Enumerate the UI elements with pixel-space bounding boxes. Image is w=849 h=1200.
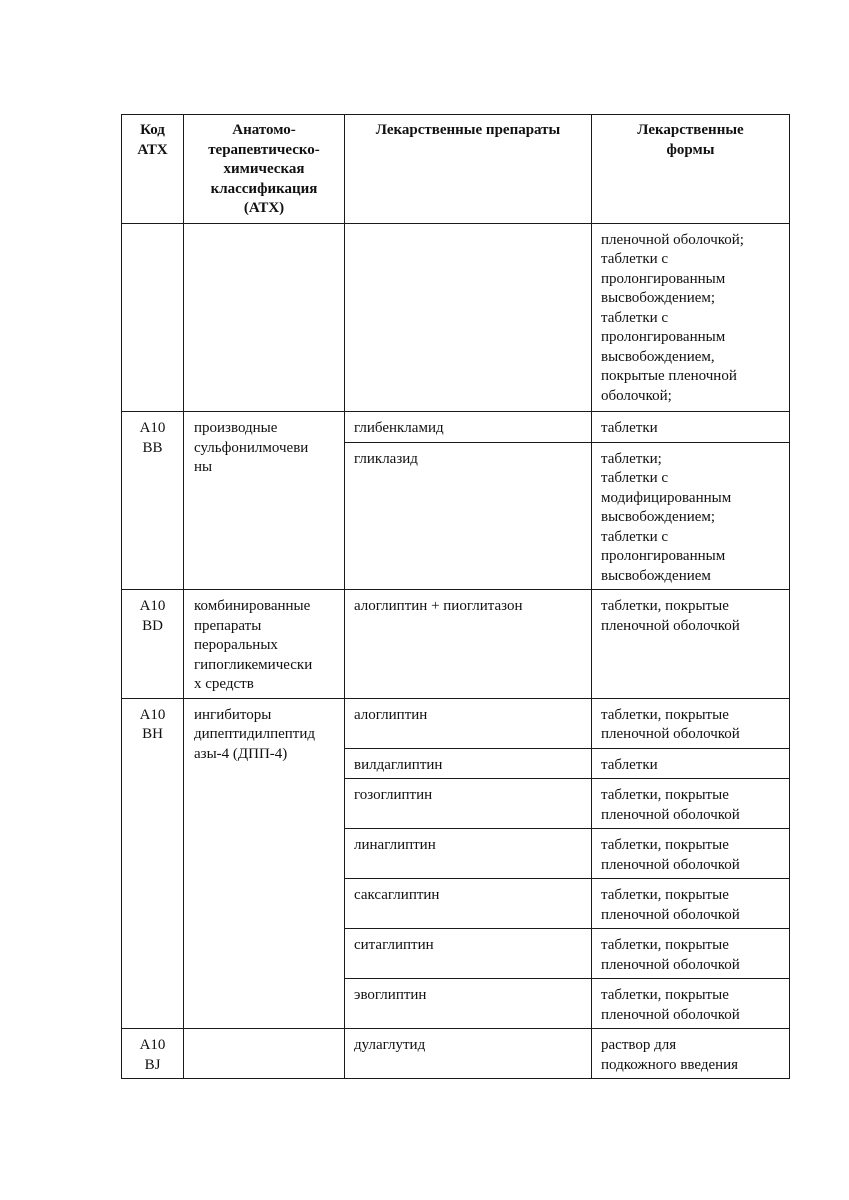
cell-code-empty — [122, 223, 184, 412]
cell-forms: таблетки, покрытые пленочной оболочкой — [592, 698, 790, 748]
table-row-continued — [122, 223, 790, 412]
cell-classification: производные сульфонилмочеви ны — [184, 412, 345, 590]
table-row — [122, 590, 790, 699]
atc-drug-table — [121, 114, 790, 1079]
cell-forms: раствор для подкожного введения — [592, 1029, 790, 1079]
cell-forms: таблетки, покрытые пленочной оболочкой — [592, 979, 790, 1029]
table-header-row — [122, 115, 790, 224]
cell-code: A10 BB — [122, 412, 184, 590]
header-drugs: Лекарственные препараты — [345, 115, 592, 224]
header-code: Код АТХ — [122, 115, 184, 224]
cell-drug: дулаглутид — [345, 1029, 592, 1079]
cell-forms: таблетки; таблетки с модифицированным высвобождением; таблетки с пролонгированным высвобождением — [592, 442, 790, 590]
cell-forms: таблетки — [592, 412, 790, 443]
cell-drug: гозоглиптин — [345, 779, 592, 829]
cell-forms: таблетки, покрытые пленочной оболочкой — [592, 829, 790, 879]
table-row — [122, 698, 790, 748]
cell-forms: таблетки — [592, 748, 790, 779]
cell-forms: таблетки, покрытые пленочной оболочкой — [592, 929, 790, 979]
cell-drug: ситаглиптин — [345, 929, 592, 979]
cell-drug: эвоглиптин — [345, 979, 592, 1029]
header-classification: Анатомо- терапевтическо- химическая классификация (АТХ) — [184, 115, 345, 224]
cell-classification: комбинированные препараты пероральных гипогликемически х средств — [184, 590, 345, 699]
cell-code: A10 BD — [122, 590, 184, 699]
cell-drug: вилдаглиптин — [345, 748, 592, 779]
cell-drug: алоглиптин + пиоглитазон — [345, 590, 592, 699]
table-row — [122, 412, 790, 443]
table-row — [122, 1029, 790, 1079]
cell-drug: алоглиптин — [345, 698, 592, 748]
cell-drug: гликлазид — [345, 442, 592, 590]
cell-drug: саксаглиптин — [345, 879, 592, 929]
cell-drug: линаглиптин — [345, 829, 592, 879]
cell-forms: таблетки, покрытые пленочной оболочкой — [592, 779, 790, 829]
cell-classification: ингибиторы дипептидилпептид азы-4 (ДПП-4) — [184, 698, 345, 1029]
cell-code: A10 BJ — [122, 1029, 184, 1079]
cell-forms: пленочной оболочкой; таблетки с пролонгированным высвобождением; таблетки с пролонгированным высвобождением, покрытые пленочной оболочкой; — [592, 223, 790, 412]
cell-forms: таблетки, покрытые пленочной оболочкой — [592, 590, 790, 699]
cell-forms: таблетки, покрытые пленочной оболочкой — [592, 879, 790, 929]
cell-drug-empty — [345, 223, 592, 412]
cell-classification — [184, 1029, 345, 1079]
header-forms: Лекарственные формы — [592, 115, 790, 224]
cell-drug: глибенкламид — [345, 412, 592, 443]
cell-code: A10 BH — [122, 698, 184, 1029]
cell-classification-empty — [184, 223, 345, 412]
